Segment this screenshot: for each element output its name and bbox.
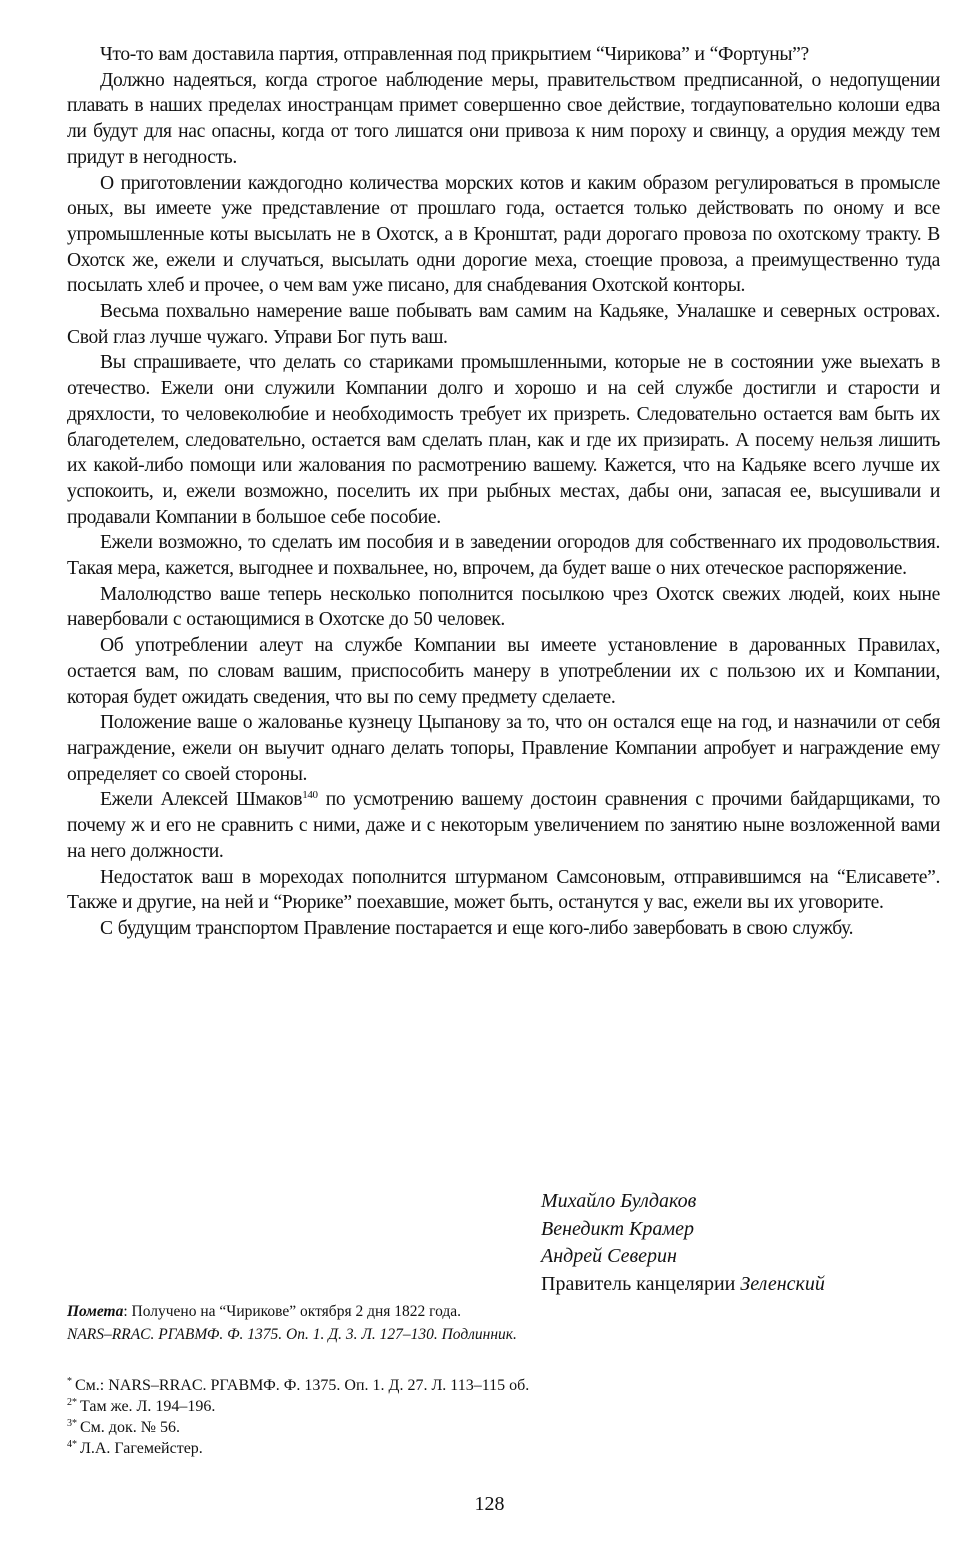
- page-content: [67, 42, 940, 942]
- footnote-text: Там же. Л. 194–196.: [80, 1398, 216, 1415]
- role-name: Зеленский: [740, 1272, 825, 1295]
- footnote-mark: *: [67, 1376, 72, 1387]
- paragraph: Малолюдство ваше теперь несколько пополнится посылкою чрез Охотск свежих людей, коих ныне навербовали с остающимися в Охотске до 50 человек.: [67, 583, 940, 631]
- paragraph: Об употреблении алеут на службе Компании вы имеете установление в дарованных Правилах, остается вам, по словам вашим, приспособить манеру в употреблении их с пользою их и Компании, которая будет ожидать сведения, что вы по сему предмету сделаете.: [67, 635, 940, 708]
- signature-name: Михайло Булдаков: [541, 1190, 697, 1212]
- paragraph: Вы спрашиваете, что делать со стариками промышленными, которые не в состоянии уже выехать в отечество. Ежели они служили Компании долго и хорошо и на сей службе достигли и старости и дряхлости, то человеколюбие и необходимость требует их призреть. Следовательно остается вам быть их благодетелем, следовательно, остается вам сделать план, как и где их призирать. А посему нельзя лишить их какой-либо помощи или жалования по расмотрению вашему. Кажется, что на Кадьяке всего лучше их успокоить, и, ежели возможно, поселить их при рыбных местах, дабы они, запасая ее, высушивали и продавали Компании в большое себе пособие.: [67, 352, 940, 528]
- letter-body: [67, 42, 940, 942]
- paragraph: Ежели возможно, то сделать им пособия и в заведении огородов для собственнаго их продовольствия. Такая мера, кажется, выгоднее и похвальнее, но, впрочем, да будет ваше о них отеческое распоряжение.: [67, 532, 940, 580]
- paragraph: Что-то вам доставила партия, отправленная под прикрытием “Чирикова” и “Фортуны”?: [100, 44, 809, 65]
- paragraph-with-footnote: [67, 787, 940, 864]
- footnote: [67, 1396, 529, 1417]
- pometa-text: : Получено на “Чирикове” октября 2 дня 1822 года.: [123, 1303, 462, 1320]
- footnote-text: См. док. № 56.: [80, 1419, 180, 1436]
- footnote: [67, 1417, 529, 1438]
- footnote: [67, 1375, 529, 1396]
- paragraph: Весьма похвально намерение ваше побывать вам самим на Кадьяке, Уналашке и северных островах. Свой глаз лучше чужаго. Управи Бог путь ваш.: [67, 301, 940, 348]
- footnote-mark: 3*: [67, 1418, 77, 1429]
- paragraph: О приготовлении каждогодно количества морских котов и каким образом регулироваться в промысле оных, вы имеете уже представление от прошлаго года, остается только действовать по оному и все упромышленные коты высылать не в Охотск, а в Кронштат, ради дорогаго провоза по охотскому тракту. В Охотск же, ежели и случаться, высылать одни дорогие меха, стоещие провоза, а преимущественно туда посылать хлеб и прочее, о чем вам уже писано, для снабдевания Охотской конторы.: [67, 172, 940, 297]
- footnote-text: Л.А. Гагемейстер.: [80, 1440, 203, 1457]
- paragraph: С будущим транспортом Правление постарается и еще кого-либо завербовать в свою службу.: [100, 917, 854, 939]
- footnote-reference[interactable]: 140: [302, 789, 318, 802]
- archival-notes: [67, 1300, 517, 1346]
- paragraph: Недостаток ваш в мореходах пополнится штурманом Самсоновым, отправившимся на “Елисавете”. Также и другие, на ней и “Рюрике” поехавшие, может быть, останутся у вас, ежели вы их уговорите.: [67, 866, 940, 914]
- footnote: [67, 1438, 529, 1459]
- footnote-mark: 4*: [67, 1439, 77, 1450]
- signature-block: [541, 1188, 825, 1298]
- signature-name: Андрей Северин: [541, 1245, 677, 1267]
- signature-name: Венедикт Крамер: [541, 1217, 694, 1240]
- role-title: Правитель канцелярии: [541, 1272, 741, 1295]
- pometa-label: Помета: [67, 1303, 124, 1320]
- footnote-text: См.: NARS–RRAC. РГАВМФ. Ф. 1375. Оп. 1. Д. 27. Л. 113–115 об.: [75, 1377, 530, 1394]
- paragraph: Должно надеяться, когда строгое наблюдение меры, правительством предписанной, о недопущении плавать в наших пределах иностранцам примет совершенно свое действие, тогдауповательно колоши едва ли будут для нас опасны, когда от того лишатся они привоза к ним пороху и свинцу, а орудия между тем придут в негодность.: [67, 69, 940, 168]
- paragraph-text: Ежели Алексей Шмаков: [100, 789, 303, 811]
- archive-reference: NARS–RRAC. РГАВМФ. Ф. 1375. Оп. 1. Д. 3. Л. 127–130. Подлинник.: [67, 1326, 517, 1343]
- paragraph-text: по усмотрению вашему достоин сравнения с прочими байдарщиками, то почему ж и его не сравнить с ними, даже и с некоторым увеличением по занятию ныне возложенной вами на него должности.: [67, 789, 940, 862]
- signature-role: [541, 1271, 825, 1299]
- footnote-mark: 2*: [67, 1397, 77, 1408]
- paragraph: Положение ваше о жалованье кузнецу Цыпанову за то, что он остался еще на год, и назначили от себя награждение, ежели он выучит однаго делать топоры, Правление Компании апробует и награждение ему определяет со своей стороны.: [67, 712, 940, 785]
- page-number: 128: [474, 1493, 505, 1515]
- pometa-note: [67, 1300, 517, 1323]
- footnotes: [67, 1375, 529, 1459]
